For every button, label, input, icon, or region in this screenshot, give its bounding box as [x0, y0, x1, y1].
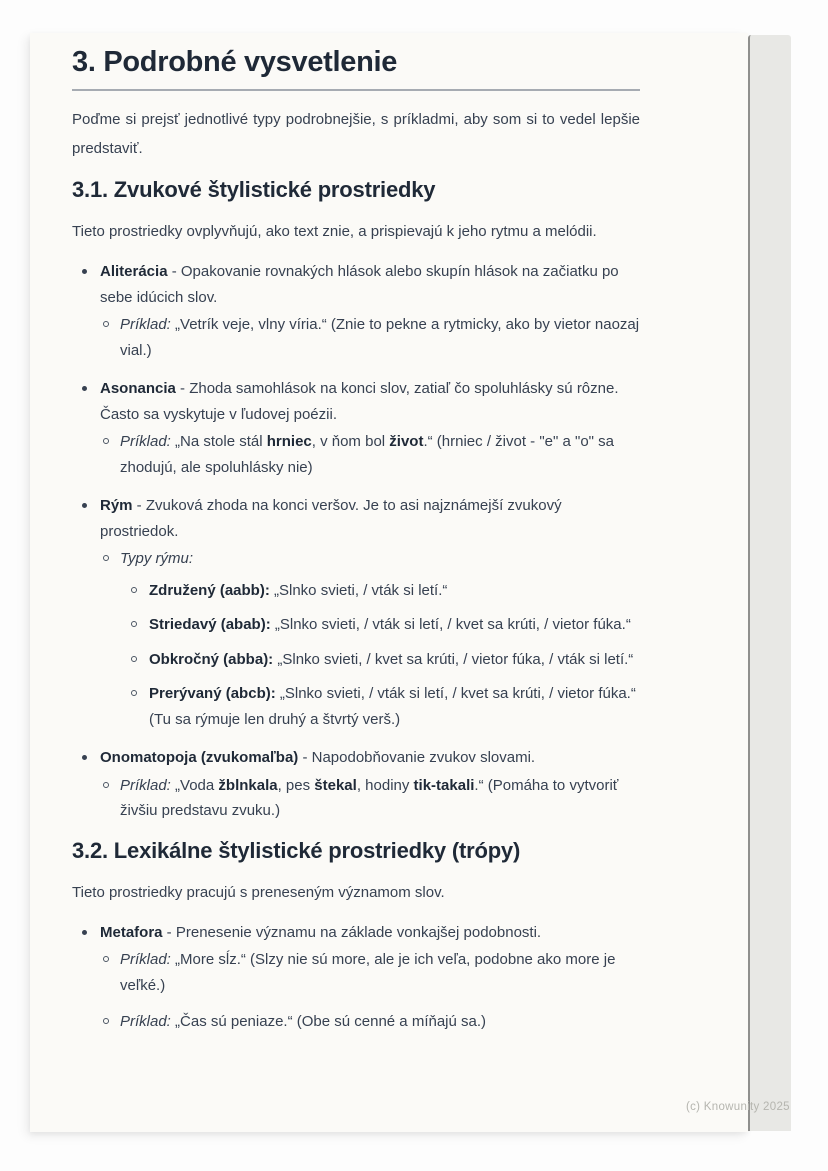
- list-item-example: [100, 773, 640, 824]
- list-item-text: Striedavý (abab): „Slnko svieti, / vták si letí, / kvet sa krúti, / vietor fúka.“: [149, 616, 631, 633]
- list-item-text: Rým - Zvuková zhoda na konci veršov. Je to asi najznámejší zvukový prostriedok.: [100, 497, 562, 540]
- intro-paragraph: Poďme si prejsť jednotlivé typy podrobnejšie, s príkladmi, aby som si to vedel lepšie predstaviť.: [72, 111, 640, 157]
- watermark: (c) Knowunity 2025: [686, 1101, 790, 1113]
- document-title: 3. Podrobné vysvetlenie: [72, 46, 398, 78]
- list-item-text: Obkročný (abba): „Slnko svieti, / kvet sa krúti, / vietor fúka, / vták si letí.“: [149, 650, 634, 668]
- list-item-striedavy: [120, 612, 640, 638]
- page-right-edge: [748, 35, 791, 1131]
- list-item-typy-rymu: [100, 546, 640, 732]
- section-3-1-heading: 3.1. Zvukové štylistické prostriedky: [72, 177, 436, 202]
- section-3-2-heading: 3.2. Lexikálne štylistické prostriedky (trópy): [72, 837, 521, 863]
- list-item-metafora: [72, 920, 640, 1035]
- list-item-text: Príklad: „Vetrík veje, vlny víria.“ (Znie to pekne a rytmicky, ako by vietor naozaj vial.): [120, 316, 640, 359]
- list-item-text: Príklad: „Voda žblnkala, pes štekal, hodiny tik-takali.“ (Pomáha to vytvoriť živšiu predstavu zvuku.): [120, 776, 619, 819]
- list-item-example: [100, 1009, 640, 1035]
- lexical-devices-list: [72, 920, 640, 1035]
- list-item-text: Asonancia - Zhoda samohlások na konci slov, zatiaľ čo spoluhlásky sú rôzne. Často sa vyskytuje v ľudovej poézii.: [100, 380, 619, 423]
- list-item-rym: [72, 493, 640, 732]
- list-item-aliteracia: [72, 259, 640, 363]
- list-item-example: [100, 429, 640, 480]
- title-divider: [72, 89, 640, 91]
- list-item-onomatopoja: [72, 745, 640, 824]
- list-item-text: Príklad: „Na stole stál hrniec, v ňom bol život.“ (hrniec / život - "e" a "o" sa zhodujú, ale spoluhlásky nie): [120, 433, 614, 476]
- list-item-text: Typy rýmu:: [120, 550, 194, 567]
- sound-devices-list: [72, 259, 640, 824]
- list-item-text: Metafora - Prenesenie významu na základe vonkajšej podobnosti.: [100, 923, 542, 941]
- rhyme-types-list: [120, 578, 640, 733]
- list-item-text: Prerývaný (abcb): „Slnko svieti, / vták si letí, / kvet sa krúti, / vietor fúka.“ (Tu sa rýmuje len druhý a štvrtý verš.): [149, 685, 636, 728]
- list-item-text: Združený (aabb): „Slnko svieti, / vták si letí.“: [149, 581, 448, 599]
- list-item-obkrocny: [120, 647, 640, 673]
- document-page: [30, 33, 748, 1132]
- list-item-text: Aliterácia - Opakovanie rovnakých hlások alebo skupín hlások na začiatku po sebe idúcich slov.: [100, 263, 619, 306]
- list-item-example: [100, 312, 640, 363]
- list-item-text: Príklad: „More sĺz.“ (Slzy nie sú more, ale je ich veľa, podobne ako more je veľké.): [120, 951, 616, 994]
- list-item-zdruzeny: [120, 578, 640, 604]
- section-3-2-lead: Tieto prostriedky pracujú s preneseným významom slov.: [72, 883, 445, 901]
- list-item-text: Onomatopoja (zvukomaľba) - Napodobňovanie zvukov slovami.: [100, 749, 536, 766]
- list-item-preryvany: [120, 681, 640, 732]
- list-item-asonancia: [72, 376, 640, 480]
- list-item-example: [100, 947, 640, 998]
- list-item-text: Príklad: „Čas sú peniaze.“ (Obe sú cenné a míňajú sa.): [120, 1013, 487, 1030]
- section-3-1-lead: Tieto prostriedky ovplyvňujú, ako text znie, a prispievajú k jeho rytmu a melódii.: [72, 223, 597, 240]
